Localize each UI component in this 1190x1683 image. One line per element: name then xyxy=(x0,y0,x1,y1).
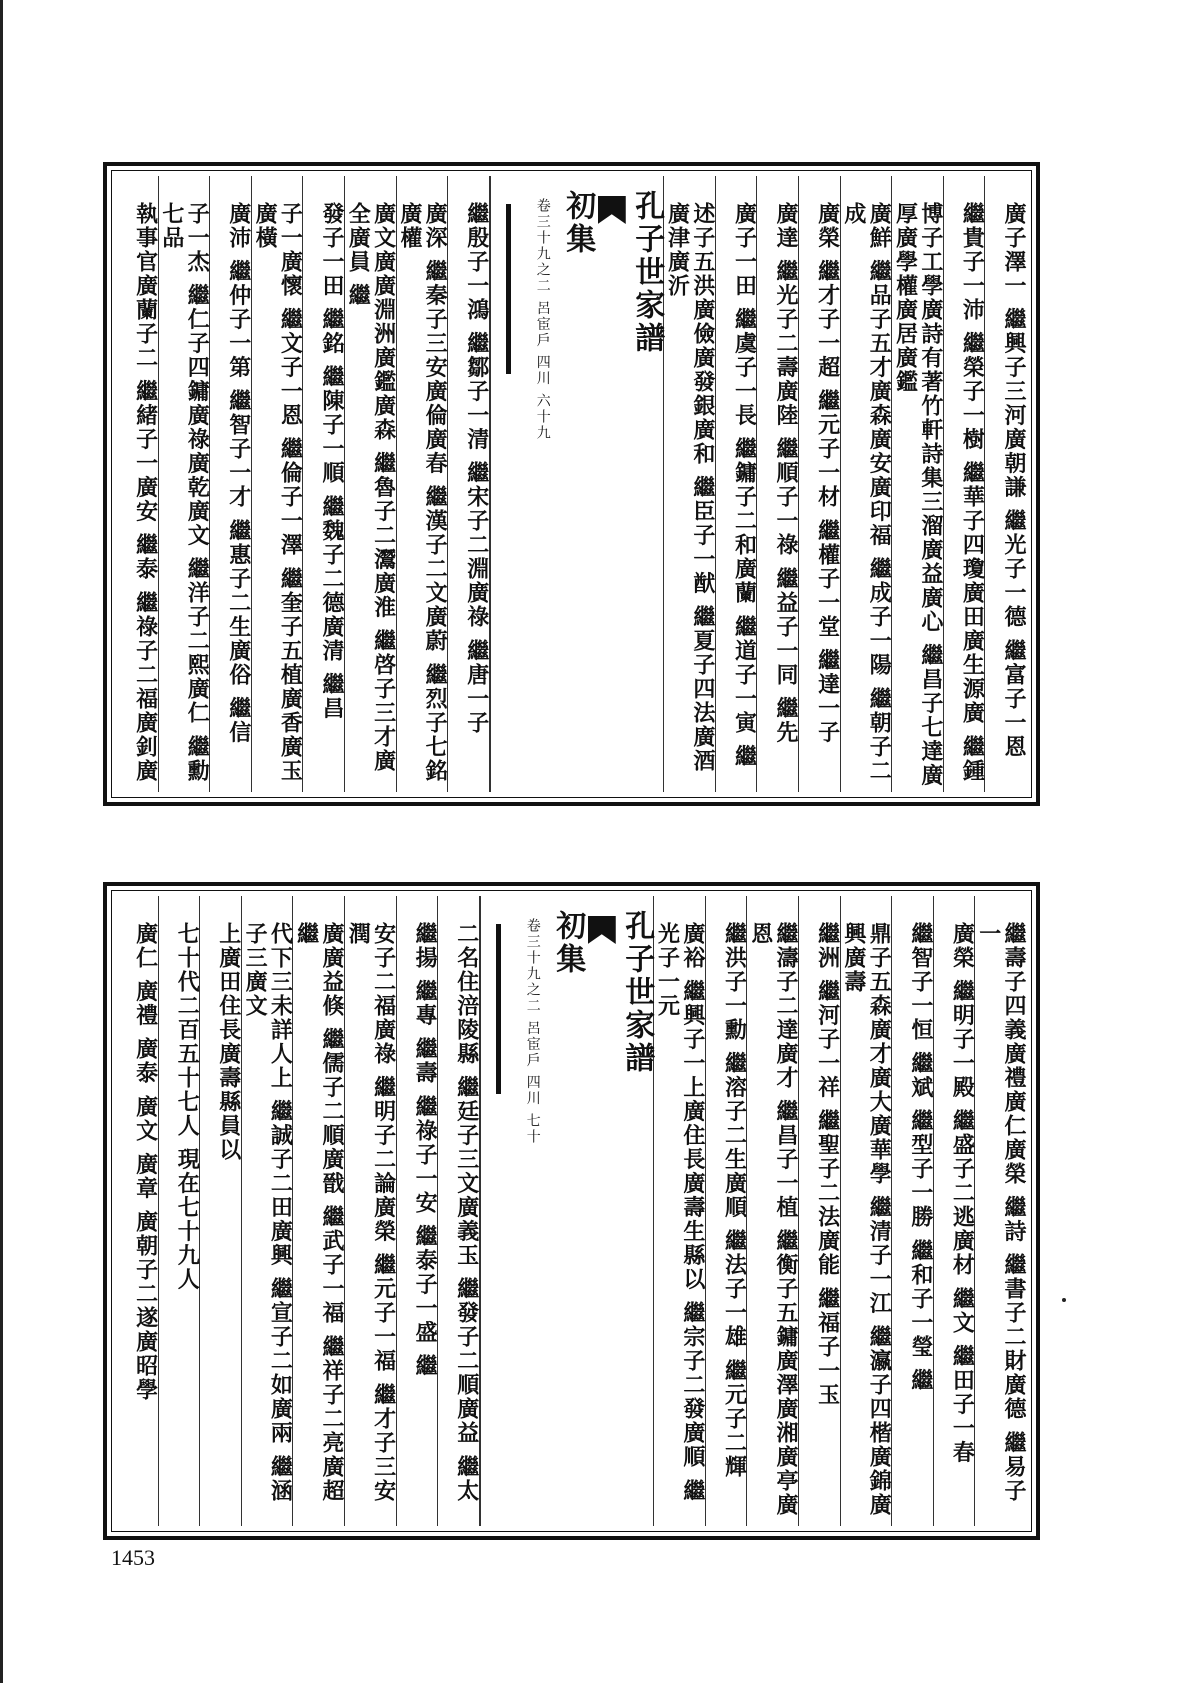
bottom-columns xyxy=(117,896,1026,1526)
column: 子一杰 繼仁子四鏞廣祿廣乾廣文 繼洋子二熙廣仁 繼勳七品 xyxy=(159,176,211,792)
column: 博子工學廣詩有著竹軒詩集三溜廣益廣心 繼昌子七達廣厚廣學權廣居廣鑑 xyxy=(892,176,944,792)
column: 廣榮 繼明子一殿 繼盛子二逃廣材 繼文 繼田子一春 xyxy=(934,896,976,1526)
binding-edge-line xyxy=(0,0,3,1683)
column: 廣達 繼光子二壽廣陸 繼順子一祿 繼益子一同 繼先 xyxy=(757,176,799,792)
column: 廣深 繼秦子三安廣倫廣春 繼漢子二文廣蔚 繼烈子七銘廣權 xyxy=(397,176,449,792)
fishtail-bar xyxy=(506,204,511,374)
fishtail-mark-icon xyxy=(588,916,616,944)
column: 廣沛 繼仲子一第 繼智子一才 繼惠子二生廣俗 繼信 xyxy=(210,176,252,792)
fishtail-mark-icon xyxy=(598,196,626,224)
ink-speck xyxy=(1062,1298,1066,1302)
collection-name: 初集 xyxy=(560,190,596,256)
column: 廣榮 繼才子一超 繼元子一材 繼權子一堂 繼達一子 xyxy=(799,176,841,792)
top-page-panel xyxy=(103,162,1040,806)
column: 繼揚 繼專 繼壽 繼祿子一安 繼泰子一盛 繼 xyxy=(397,896,439,1526)
column: 繼壽子四義廣禮廣仁廣榮 繼詩 繼書子二財廣德 繼易子一 xyxy=(975,922,1027,1503)
collection-name: 初集 xyxy=(550,910,586,976)
book-title: 孔子世家譜 xyxy=(619,910,655,1075)
column: 鼎子五森廣才廣大廣華學 繼清子一江 繼瀛子四楷廣錦廣興廣壽 xyxy=(841,896,893,1526)
column: 繼智子一恒 繼斌 繼型子一勝 繼和子一瑩 繼 xyxy=(892,896,934,1526)
column: 上廣田住長廣壽縣員以 xyxy=(200,896,242,1526)
top-columns xyxy=(117,176,1026,792)
volume-info: 卷三十九之二 呂宦戶 四川 六十九 xyxy=(534,198,551,442)
column: 子一廣懷 繼文子一恩 繼倫子一澤 繼奎子五植廣香廣玉廣橫 xyxy=(252,176,304,792)
column: 廣子一田 繼虞子一長 繼鏞子二和廣蘭 繼道子一寅 繼 xyxy=(716,176,758,792)
column: 繼洲 繼河子一祥 繼聖子二法廣能 繼福子一玉 xyxy=(799,896,841,1526)
column: 廣鮮 繼品子五才廣森廣安廣印福 繼成子一陽 繼朝子二成 xyxy=(841,176,893,792)
column: 廣子澤一 繼興子三河廣朝謙 繼光子一德 繼富子一恩 xyxy=(1001,202,1027,759)
column: 繼殷子一鴻 繼鄒子一清 繼宋子二淵廣祿 繼唐一子 xyxy=(448,176,490,792)
column: 廣廣益倏 繼儒子二順廣戩 繼武子一福 繼祥子二亮廣超 繼 xyxy=(293,896,345,1526)
column: 執事官廣蘭子二 繼緒子一廣安 繼泰 繼祿子二福廣釗廣 xyxy=(117,176,159,792)
center-title-column xyxy=(480,896,655,1526)
column: 二名住涪陵縣 繼廷子三文廣義玉 繼發子二順廣益 繼太 xyxy=(438,896,480,1526)
center-title-column xyxy=(490,176,665,792)
column: 繼貴子一沛 繼榮子一樹 繼華子四瓊廣田廣生源廣 繼鍾 xyxy=(944,176,986,792)
column: 繼濤子二達廣才 繼昌子一植 繼衡子五鏞廣澤廣湘廣亭廣恩 xyxy=(747,896,799,1526)
book-title: 孔子世家譜 xyxy=(629,190,665,355)
column: 發子一田 繼銘 繼陳子一順 繼魏子二德廣清 繼昌 xyxy=(303,176,345,792)
column: 安子二福廣祿 繼明子二論廣榮 繼元子一福 繼才子三安潤 xyxy=(345,896,397,1526)
fishtail-bar xyxy=(496,924,501,1094)
column: 七十代二百五十七人 現在七十九人 xyxy=(159,896,201,1526)
column: 代下三未詳人上 繼誠子二田廣興 繼宣子二如廣兩 繼涵子三廣文 xyxy=(242,896,294,1526)
volume-info: 卷三十九之二 呂宦戶 四川 七十 xyxy=(524,918,541,1146)
column: 繼洪子一勳 繼溶子二生廣順 繼法子一雄 繼元子二輝 xyxy=(706,896,748,1526)
column: 述子五洪廣儉廣發銀廣和 繼臣子一猷 繼夏子四法廣酒廣津廣沂 xyxy=(664,176,716,792)
column: 廣文廣廣淵洲廣鑑廣森 繼魯子二灊廣淮 繼啓子三才廣全廣員 繼 xyxy=(345,176,397,792)
bottom-page-panel xyxy=(103,882,1040,1540)
column: 廣仁 廣禮 廣泰 廣文 廣章 廣朝子二遂廣昭學 xyxy=(117,896,159,1526)
page-number: 1453 xyxy=(111,1545,155,1570)
column: 廣裕 繼興子一上廣住長廣壽生縣以 繼宗子二發廣順 繼光子一元 xyxy=(654,896,706,1526)
